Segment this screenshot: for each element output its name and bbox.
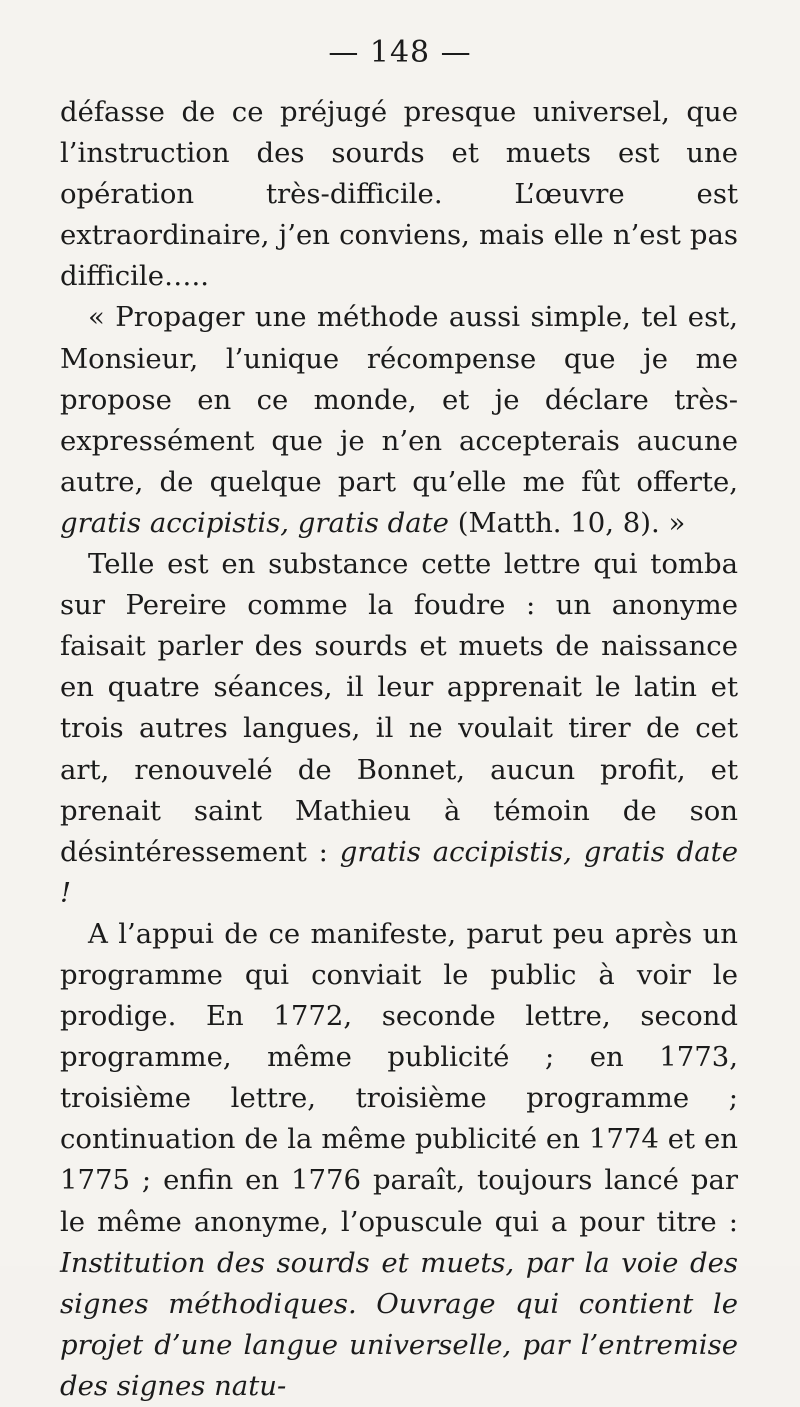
- text-run: Telle est en substance cette lettre qui tomba sur Pereire comme la foudre : un anonyme faisait parler des sourds et muets de naissance en quatre séances, il leur apprenait le latin et trois autres langues, il ne voulait tirer de cet art, renouvelé de Bonnet, aucun profit, et prenait saint Mathieu à témoin de son désintéressement :: [60, 548, 738, 868]
- body-text: [60, 92, 738, 1407]
- text-run: (Matth. 10, 8). »: [448, 506, 686, 539]
- italic-book-title: Institution des sourds et muets, par la voie des signes méthodiques. Ouvrage qui contient le projet d’une langue universelle, par l’entremise des signes natu-: [60, 1246, 738, 1402]
- paragraph: [60, 544, 738, 914]
- italic-quote: gratis accipistis, gratis date !: [60, 835, 738, 909]
- paragraph: [60, 297, 738, 544]
- paragraph: [60, 92, 738, 297]
- text-run: A l’appui de ce manifeste, parut peu après un programme qui conviait le public à voir le prodige. En 1772, seconde lettre, second programme, même publicité ; en 1773, troisième lettre, troisième programme ; continuation de la même publicité en 1774 et en 1775 ; enfin en 1776 paraît, toujours lancé par le même anonyme, l’opuscule qui a pour titre :: [60, 917, 738, 1238]
- text-run: « Propager une méthode aussi simple, tel est, Monsieur, l’unique récompense que je me propose en ce monde, et je déclare très-expressément que je n’en accepterais aucune autre, de quelque part qu’elle me fût offerte,: [60, 301, 738, 498]
- page-number: — 148 —: [328, 35, 472, 70]
- italic-quote: gratis accipistis, gratis date: [60, 506, 449, 539]
- text-run: défasse de ce préjugé presque universel, que l’instruction des sourds et muets est une opération très-difficile. L’œuvre est extraordinaire, j’en conviens, mais elle n’est pas difficile…..: [60, 96, 738, 293]
- paragraph: [60, 914, 738, 1407]
